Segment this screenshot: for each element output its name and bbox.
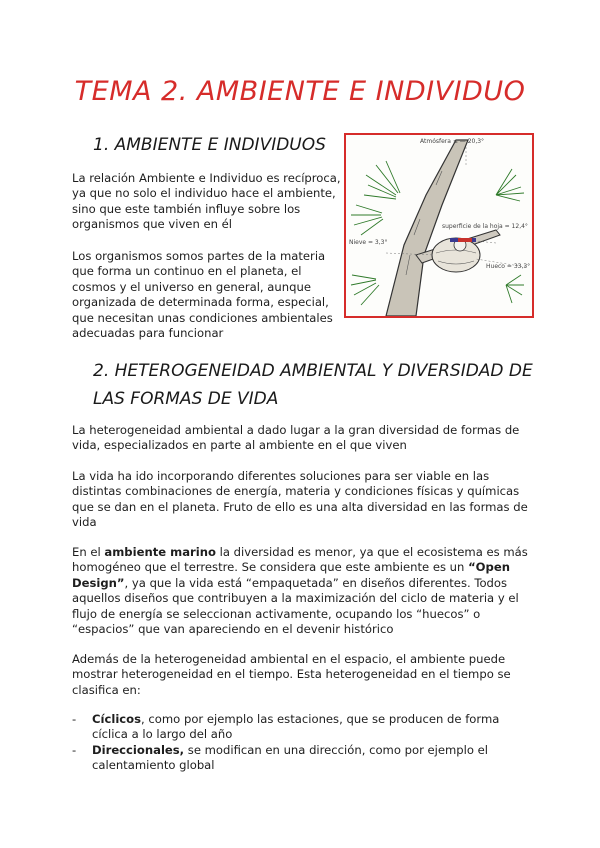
section-2-paragraph-1: La heterogeneidad ambiental a dado lugar a la gran diversidad de formas de vida, especializados en parte al ambiente en el que viven — [72, 423, 520, 453]
atmosphere-label: Atmósfera ≤ — 20,3° — [420, 138, 485, 145]
open-design-term: “Open Design” — [72, 560, 510, 590]
temporal-heterogeneity-list — [72, 712, 532, 774]
snow-label: Nieve = 3,3° — [349, 239, 388, 246]
bird-nest-illustration — [344, 133, 534, 318]
list-item: - Direccionales, se modifican en una dirección, como por ejemplo el calentamiento global — [72, 742, 489, 773]
section-2-heading: 2. HETEROGENEIDAD AMBIENTAL Y DIVERSIDAD DE LAS FORMAS DE VIDA — [93, 361, 533, 409]
section-2-paragraph-2: La vida ha ido incorporando diferentes soluciones para ser viable en las distintas combinaciones de energía, materia y condiciones físicas y químicas que se dan en el planeta. Fruto de ello es una alta diversidad en las formas de vida — [72, 469, 528, 530]
leaf-surface-label: superficie de la hoja = 12,4° — [442, 223, 528, 230]
section-2-paragraph-3: En el ambiente marino la diversidad es menor, ya que el ecosistema es más homogéneo que el terrestre. Se considera que este ambiente es un “Open Design”, ya que la vida está “empaquetada” en diseños diferentes. Todos aquellos diseños que contribuyen a la maximización del ciclo de materia y el flujo de energía se seleccionan activamente, ocupando los “huecos” o “espacios” que van apareciendo en el devenir histórico — [72, 545, 528, 637]
marine-environment-term: ambiente marino — [104, 545, 216, 559]
section-1-paragraph-2: Los organismos somos partes de la materia que forma un continuo en el planeta, el cosmos y el universo en general, aunque organizada de determinada forma, especial, que necesitan unas condiciones ambientales adecuadas para funcionar — [72, 249, 333, 341]
section-2-paragraph-4: Además de la heterogeneidad ambiental en el espacio, el ambiente puede mostrar heterogeneidad en el tiempo. Esta heterogeneidad en el tiempo se clasifica en: — [72, 652, 511, 697]
page-title: TEMA 2. AMBIENTE E INDIVIDUO — [74, 76, 526, 107]
section-1-heading: 1. AMBIENTE E INDIVIDUOS — [93, 135, 326, 155]
section-1-paragraph-1: La relación Ambiente e Individuo es recíproca, ya que no solo el individuo hace el ambiente, sino que este también influye sobre los organismos que viven en él — [72, 171, 341, 232]
list-item: - Cíclicos, como por ejemplo las estaciones, que se producen de forma cíclica a lo largo del año — [72, 712, 500, 742]
hollow-label: Hueco = 33,3° — [486, 263, 531, 270]
